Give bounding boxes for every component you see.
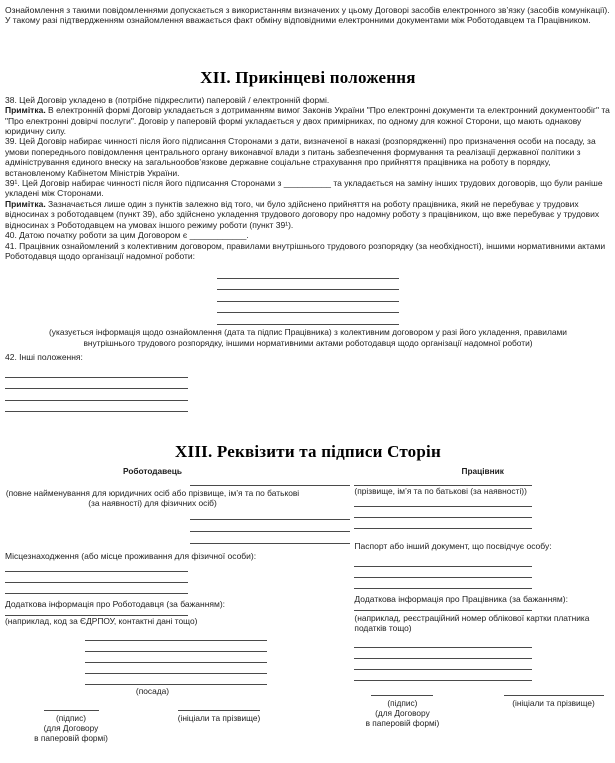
intro-paragraph: Ознайомлення з такими повідомленнями допускається з використанням визначених у цьому Договорі засобів електронного зв’язку (засобів комунікації). У такому разі підтвердженням ознайомлення вважається факт обміну відповідними електронними документами між Роботодавцем та Працівником. bbox=[5, 5, 610, 26]
blank-line bbox=[217, 313, 399, 325]
note-1-label: Примітка. bbox=[5, 105, 46, 116]
initials-caption: (ініціали та прізвище) bbox=[512, 698, 595, 709]
employer-signature-block bbox=[5, 702, 137, 743]
blank-line bbox=[5, 572, 188, 583]
signature-line bbox=[371, 687, 433, 696]
signature-caption: (для Договору bbox=[43, 723, 99, 734]
note-2-text: Зазначається лише один з пунктів залежно від того, чи було здійснено прийняття на роботу працівника, який не перебуває у трудових відносинах з роботодавцем (пункт 39), або здійснено укладення трудового договору про надомну роботу з працівником, що вже перебуває у трудових відносинах з Роботодавцем на умовах іншого режиму роботи (пункт 39¹). bbox=[5, 198, 600, 230]
employer-initials-block bbox=[137, 702, 301, 743]
blank-line bbox=[85, 652, 267, 663]
employee-column bbox=[354, 466, 611, 743]
employee-title: Працівник bbox=[461, 466, 504, 477]
employer-position-caption: (посада) bbox=[135, 686, 170, 697]
employee-id-label: Паспорт або інший документ, що посвідчує особу: bbox=[354, 541, 552, 552]
blank-line bbox=[354, 507, 532, 518]
employer-column bbox=[5, 466, 354, 743]
clause-41-blank-lines bbox=[5, 267, 611, 325]
section-13-heading: XIII. Реквізити та підписи Сторін bbox=[175, 442, 441, 462]
clause-42-blank-lines bbox=[5, 366, 611, 412]
employer-name-line bbox=[190, 476, 350, 486]
blank-line bbox=[354, 578, 532, 589]
clause-38: 38. Цей Договір укладено в (потрібне підкреслити) паперовій / електронній формі. bbox=[5, 94, 330, 105]
section-13 bbox=[5, 442, 611, 743]
blank-line bbox=[217, 279, 399, 291]
section-12-heading: XII. Прикінцеві положення bbox=[200, 67, 416, 87]
clause-41-caption: (указується інформація щодо ознайомлення (дата та підпис Працівника) з колективним договором у разі його укладення, правилами внутрішнього трудового розпорядку, іншими нормативними актами роботодавця щодо організації надомної роботи) bbox=[49, 326, 567, 348]
employee-name-line bbox=[354, 476, 532, 486]
blank-line bbox=[85, 641, 267, 652]
note-1-text: В електронній формі Договір укладається з дотриманням вимог Законів України "Про електронні документи та електронний документообіг" та "Про електронні довірчі послуги". Договір у паперовій формі укладається у двох примірниках, по одному для кожної Сторони, що мають однакову юридичну силу. bbox=[5, 105, 610, 137]
employee-extra-caption: (наприклад, реєстраційний номер облікової картки платника податків тощо) bbox=[354, 613, 590, 634]
employer-name-caption: (повне найменування для юридичних осіб або прізвище, ім’я та по батькові (за наявності) для фізичних осіб) bbox=[5, 488, 300, 509]
blank-line bbox=[190, 532, 350, 544]
blank-line bbox=[5, 389, 188, 401]
clause-39-1: 39¹. Цей Договір набирає чинності після його підписання Сторонами з __________ та укладається на заміну інших трудових договорів, що були раніше укладені між Сторонами. bbox=[5, 178, 603, 199]
requisites-columns bbox=[5, 466, 611, 743]
signature-caption: в паперовій формі) bbox=[34, 733, 108, 744]
employer-address-label: Місцезнаходження (або місце проживання для фізичної особи): bbox=[5, 551, 257, 562]
note-2 bbox=[5, 199, 611, 230]
blank-line bbox=[190, 508, 350, 520]
blank-line bbox=[354, 496, 532, 507]
blank-line bbox=[354, 567, 532, 578]
employee-name-caption: (прізвище, ім’я та по батькові (за наявності)) bbox=[354, 486, 527, 497]
initials-caption: (ініціали та прізвище) bbox=[177, 713, 261, 724]
blank-line bbox=[190, 520, 350, 532]
employee-extra-label: Додаткова інформація про Працівника (за бажанням): bbox=[354, 594, 568, 605]
blank-line bbox=[5, 609, 188, 616]
blank-line bbox=[354, 556, 532, 567]
blank-line bbox=[5, 583, 188, 594]
blank-line bbox=[217, 302, 399, 314]
signature-line bbox=[504, 687, 604, 696]
blank-line bbox=[85, 630, 267, 641]
employer-title: Роботодавець bbox=[123, 466, 182, 477]
blank-line bbox=[354, 659, 532, 670]
blank-line bbox=[354, 670, 532, 681]
blank-line bbox=[354, 604, 532, 611]
employer-position-lines bbox=[5, 630, 354, 685]
signature-line bbox=[44, 702, 99, 711]
blank-line bbox=[5, 366, 188, 378]
employee-signature-block bbox=[354, 687, 450, 728]
blank-line bbox=[5, 378, 188, 390]
employer-extra-label: Додаткова інформація про Роботодавця (за бажанням): bbox=[5, 599, 226, 610]
blank-line bbox=[85, 663, 267, 674]
clause-40: 40. Датою початку роботи за цим Договором є ____________. bbox=[5, 230, 249, 241]
signature-caption: (підпис) bbox=[387, 698, 418, 709]
blank-line bbox=[354, 648, 532, 659]
blank-line bbox=[217, 267, 399, 279]
signature-caption: в паперовій формі) bbox=[365, 718, 440, 729]
blank-line bbox=[354, 637, 532, 648]
blank-line bbox=[354, 518, 532, 529]
signature-caption: (підпис) bbox=[56, 713, 86, 724]
signature-caption: (для Договору bbox=[375, 708, 430, 719]
clause-39: 39. Цей Договір набирає чинності після його підписання Сторонами з дати, визначеної в наказі (розпорядженні) про призначення особи на посаду, за умови попереднього повідомлення центрального органу виконавчої влади з питань забезпечення формування та реалізації державної політики з адміністрування єдиного внеску на загальнообов’язкове державне соціальне страхування про прийняття працівника на роботу в порядку, встановленому Кабінетом Міністрів України. bbox=[5, 136, 596, 178]
employee-initials-block bbox=[496, 687, 611, 728]
employer-signature-row bbox=[5, 702, 354, 743]
blank-line bbox=[217, 290, 399, 302]
note-1 bbox=[5, 105, 611, 136]
clause-41: 41. Працівник ознайомлений з колективним договором, правилами внутрішнього трудового розпорядку (за необхідності), іншими нормативними актами Роботодавця щодо організації надомної роботи: bbox=[5, 240, 606, 261]
blank-line bbox=[5, 401, 188, 413]
blank-line bbox=[85, 674, 267, 685]
clause-42: 42. Інші положення: bbox=[5, 351, 83, 362]
employer-extra-caption: (наприклад, код за ЄДРПОУ, контактні дані тощо) bbox=[5, 616, 198, 627]
blank-line bbox=[5, 561, 188, 572]
employee-signature-row bbox=[354, 687, 611, 728]
note-2-label: Примітка. bbox=[5, 198, 46, 209]
signature-line bbox=[178, 702, 260, 711]
